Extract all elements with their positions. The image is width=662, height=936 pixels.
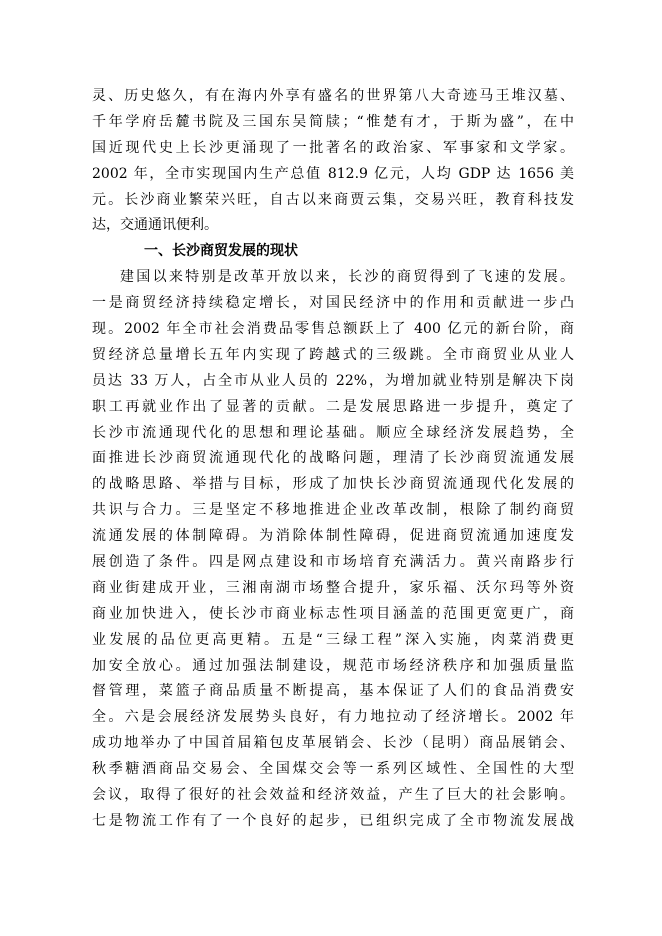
body-line: 长沙市流通现代化的思想和理论基础。顺应全球经济发展趋势，全: [92, 424, 574, 441]
body-line: 员达 33 万人，占全市从业人员的 22%，为增加就业特别是解决下岗: [92, 372, 574, 389]
body-line: 流通发展的体制障碍。为消除体制性障碍，促进商贸流通加速度发: [92, 528, 574, 545]
section-heading: 一、长沙商贸发展的现状: [144, 243, 298, 260]
intro-line: 国近现代史上长沙更涌现了一批著名的政治家、军事家和文学家。: [92, 139, 574, 156]
body-line: 贸经济总量增长五年内实现了跨越式的三级跳。全市商贸业从业人: [92, 346, 574, 363]
body-line: 业发展的品位更高更精。五是“三绿工程”深入实施，肉菜消费更: [92, 631, 574, 648]
body-line: 秋季糖酒商品交易会、全国煤交会等一系列区域性、全国性的大型: [92, 761, 574, 778]
body-line: 一是商贸经济持续稳定增长，对国民经济中的作用和贡献进一步凸: [92, 295, 574, 312]
body-line: 面推进长沙商贸流通现代化的战略问题，理清了长沙商贸流通发展: [92, 450, 574, 467]
body-line: 共识与合力。三是坚定不移地推进企业改革改制，根除了制约商贸: [92, 502, 574, 519]
body-line: 商业街建成开业，三湘南湖市场整合提升，家乐福、沃尔玛等外资: [92, 579, 574, 596]
body-line: 的战略思路、举措与目标，形成了加快长沙商贸流通现代化发展的: [92, 476, 574, 493]
body-line: 建国以来特别是改革开放以来，长沙的商贸得到了飞速的发展。: [120, 269, 574, 286]
intro-line: 千年学府岳麓书院及三国东吴简牍；“惟楚有才，于斯为盛”，在中: [92, 113, 574, 130]
intro-line: 元。长沙商业繁荣兴旺，自古以来商贾云集，交易兴旺，教育科技发: [92, 191, 574, 208]
intro-line: 2002 年，全市实现国内生产总值 812.9 亿元，人均 GDP 达 1656 美: [92, 165, 574, 182]
body-line: 职工再就业作出了显著的贡献。二是发展思路进一步提升，奠定了: [92, 398, 574, 415]
body-line: 七是物流工作有了一个良好的起步，已组织完成了全市物流发展战: [92, 812, 574, 829]
body-line: 展创造了条件。四是网点建设和市场培育充满活力。黄兴南路步行: [92, 554, 574, 571]
intro-line: 达，交通通讯便利。: [92, 217, 218, 234]
body-line: 现。2002 年全市社会消费品零售总额跃上了 400 亿元的新台阶，商: [92, 321, 574, 338]
body-line: 督管理，菜篮子商品质量不断提高，基本保证了人们的食品消费安: [92, 683, 574, 700]
intro-line: 灵、历史悠久，有在海内外享有盛名的世界第八大奇迹马王堆汉墓、: [92, 88, 574, 104]
body-line: 会议，取得了很好的社会效益和经济效益，产生了巨大的社会影响。: [92, 787, 574, 804]
body-line: 成功地举办了中国首届箱包皮革展销会、长沙（昆明）商品展销会、: [92, 735, 574, 752]
body-line: 全。六是会展经济发展势头良好，有力地拉动了经济增长。2002 年: [92, 709, 574, 726]
body-line: 加安全放心。通过加强法制建设，规范市场经济秩序和加强质量监: [92, 657, 574, 674]
body-line: 商业加快进入，使长沙市商业标志性项目涵盖的范围更宽更广，商: [92, 605, 574, 622]
document-body: [92, 84, 574, 835]
